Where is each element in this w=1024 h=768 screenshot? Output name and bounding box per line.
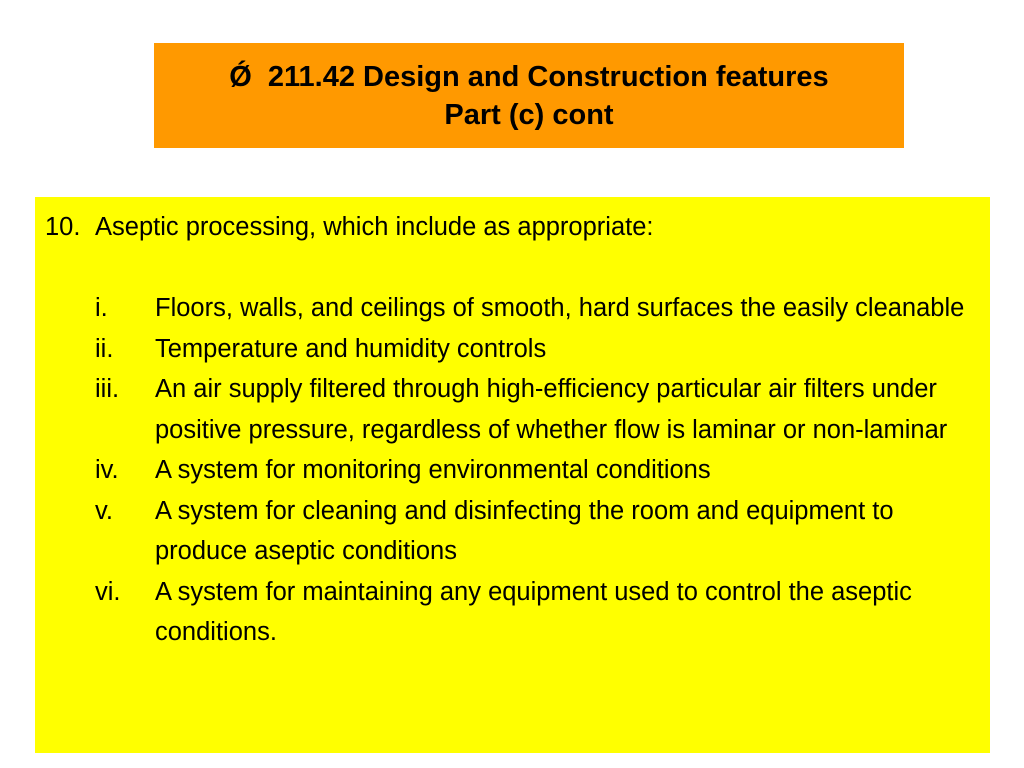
item-text: A system for maintaining any equipment used to control the aseptic conditions. <box>155 577 912 646</box>
list-item <box>45 572 978 653</box>
intro-line <box>45 207 978 248</box>
list-item <box>45 491 978 572</box>
title-line-1 <box>229 58 828 96</box>
item-list <box>45 288 978 653</box>
intro-text: Aseptic processing, which include as appropriate: <box>95 213 654 241</box>
item-text: A system for monitoring environmental conditions <box>155 456 711 484</box>
intro-number: 10. <box>45 213 81 241</box>
list-item <box>45 329 978 370</box>
item-marker: iv. <box>95 456 119 484</box>
item-marker: ii. <box>95 334 114 363</box>
item-text: An air supply filtered through high-efficiency particular air filters under positive pressure, regardless of whether flow is laminar or non-laminar <box>155 375 948 444</box>
list-item <box>45 450 978 491</box>
item-text: Temperature and humidity controls <box>155 334 547 363</box>
list-item <box>45 369 978 450</box>
item-marker: iii. <box>95 375 120 403</box>
spacer <box>45 248 978 289</box>
list-item <box>45 288 978 329</box>
item-marker: v. <box>95 496 113 525</box>
item-marker: i. <box>95 294 108 322</box>
title-text-1: 211.42 Design and Construction features <box>267 60 829 93</box>
title-line-2: Part (c) cont <box>444 98 614 131</box>
title-box <box>154 43 904 148</box>
item-marker: vi. <box>95 577 121 606</box>
item-text: A system for cleaning and disinfecting the room and equipment to produce aseptic conditions <box>155 496 894 565</box>
title-bullet-icon: Ǿ <box>229 60 252 93</box>
item-text: Floors, walls, and ceilings of smooth, hard surfaces the easily cleanable <box>155 294 965 322</box>
content-box <box>35 197 990 753</box>
